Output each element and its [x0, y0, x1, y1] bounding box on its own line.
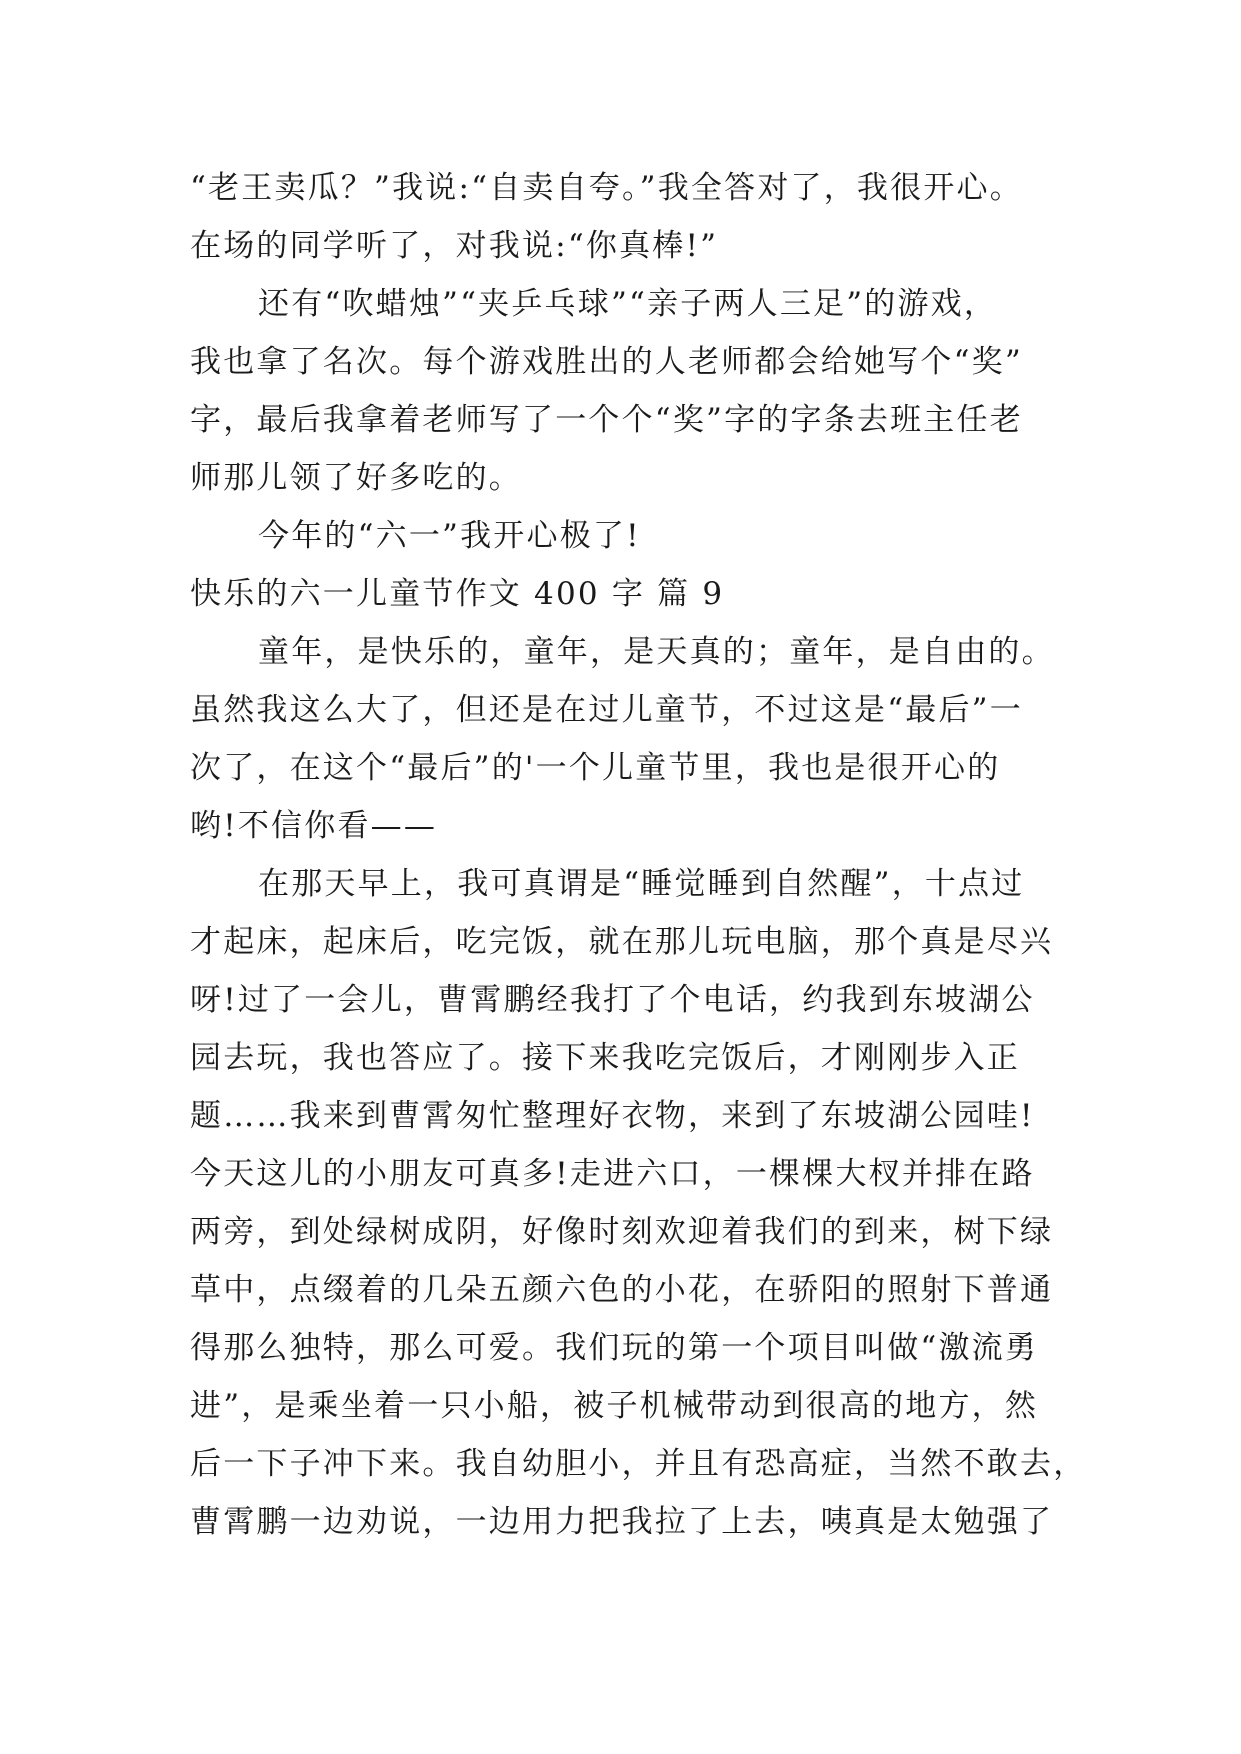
text-line: 两旁，到处绿树成阴，好像时刻欢迎着我们的到来，树下绿	[190, 1214, 1054, 1250]
text-line: 师那儿领了好多吃的。	[190, 460, 522, 496]
text-line: 题……我来到曹霄匆忙整理好衣物，来到了东坡湖公园哇!	[190, 1098, 1035, 1134]
text-line: 曹霄鹏一边劝说，一边用力把我拉了上去，咦真是太勉强了	[190, 1504, 1054, 1540]
text-line: 在场的同学听了，对我说:“你真棒!”	[190, 228, 719, 264]
text-line: 字，最后我拿着老师写了一个个“奖”字的字条去班主任老	[190, 402, 1023, 438]
text-line: 进”，是乘坐着一只小船，被子机械带动到很高的地方，然	[190, 1388, 1039, 1424]
section-heading: 快乐的六一儿童节作文 400 字 篇 9	[190, 576, 725, 612]
text-line: 得那么独特，那么可爱。我们玩的第一个项目叫做“激流勇	[190, 1330, 1039, 1366]
text-line: 我也拿了名次。每个游戏胜出的人老师都会给她写个“奖”	[190, 344, 1023, 380]
text-line: 今天这儿的小朋友可真多!走进六口，一棵棵大杈并排在路	[190, 1156, 1035, 1192]
text-line: “老王卖瓜？”我说:“自卖自夸。”我全答对了，我很开心。	[190, 170, 1023, 206]
text-line: 园去玩，我也答应了。接下来我吃完饭后，才刚刚步入正	[190, 1040, 1020, 1076]
text-line: 后一下子冲下来。我自幼胆小，并且有恐高症，当然不敢去，	[190, 1446, 1087, 1482]
text-line: 才起床，起床后，吃完饭，就在那儿玩电脑，那个真是尽兴	[190, 924, 1054, 960]
text-line: 虽然我这么大了，但还是在过儿童节，不过这是“最后”一	[190, 692, 1023, 728]
paragraph-start-line: 童年，是快乐的，童年，是天真的；童年，是自由的。	[258, 634, 1055, 670]
text-line: 草中，点缀着的几朵五颜六色的小花，在骄阳的照射下普通	[190, 1272, 1054, 1308]
paragraph-start-line: 今年的“六一”我开心极了!	[258, 518, 641, 554]
paragraph-start-line: 在那天早上，我可真谓是“睡觉睡到自然醒”，十点过	[258, 866, 1025, 902]
text-line: 呀!过了一会儿，曹霄鹏经我打了个电话，约我到东坡湖公	[190, 982, 1035, 1018]
text-line: 次了，在这个“最后”的'一个儿童节里，我也是很开心的	[190, 750, 1001, 786]
paragraph-start-line: 还有“吹蜡烛”“夹乒乓球”“亲子两人三足”的游戏，	[258, 286, 998, 322]
text-line: 哟!不信你看——	[190, 808, 438, 844]
